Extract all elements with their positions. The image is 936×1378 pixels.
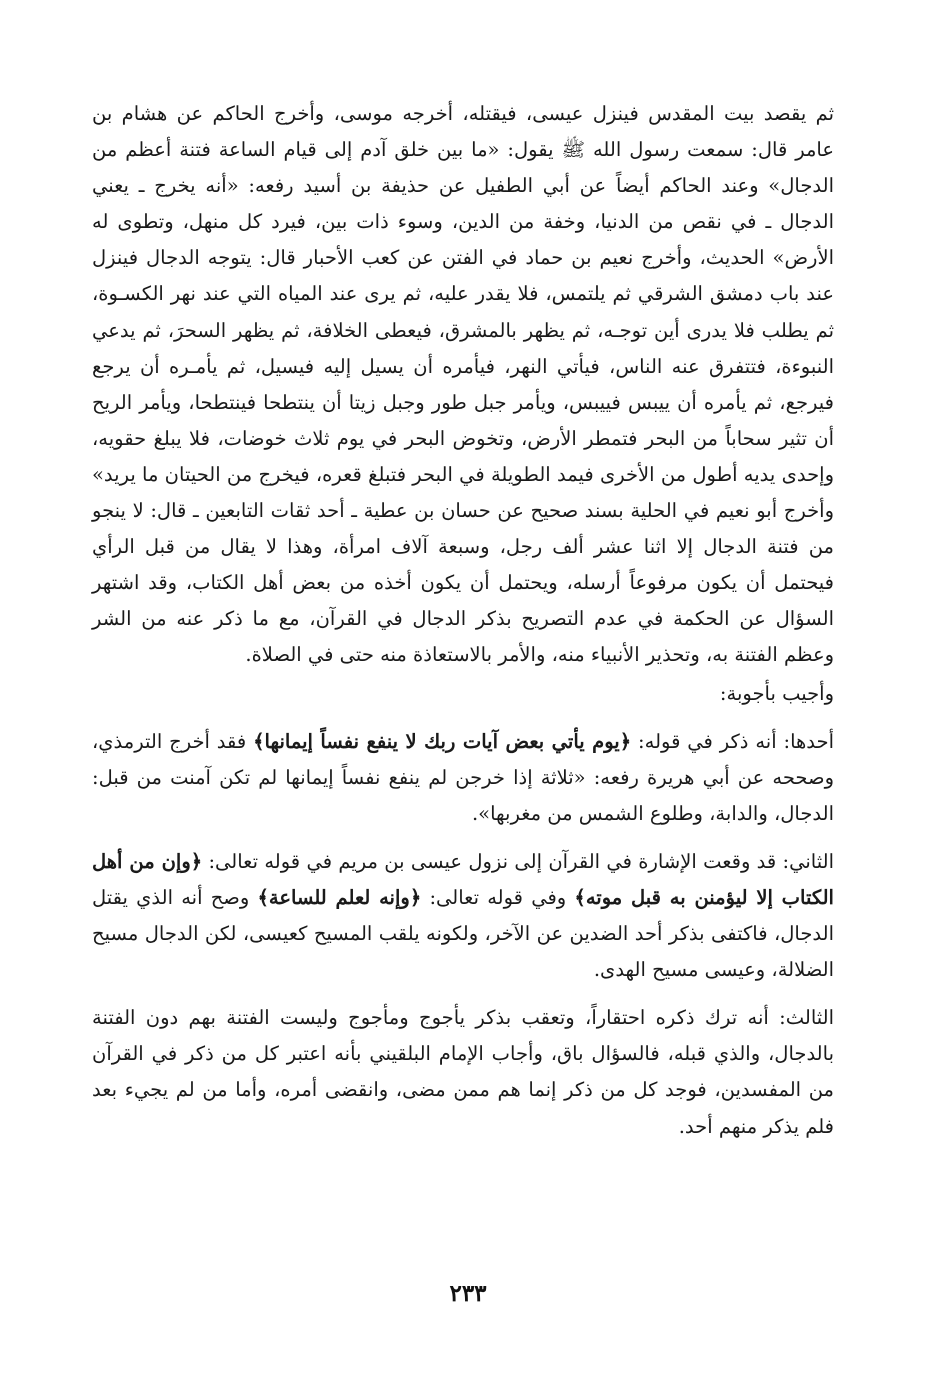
paragraph-answer-one: [92, 724, 862, 832]
paragraph-answers-intro: وأجيب بأجوبة:: [719, 681, 834, 705]
answer-two-text-middle: وفي قوله تعالى:: [421, 885, 575, 909]
quran-verse: ﴿يوم يأتي بعض آيات ربك لا ينفع نفساً إيمانها﴾: [253, 729, 632, 753]
answer-one-text-after: فقد أخرج الترمذي، وصححه عن أبي هريرة رفعه: «ثلاثة إذا خرجن لم ينفع نفساً إيمانها لم تكن آمنت من قبل: الدجال، والدابة، وطلوع الشمس من مغربها».: [92, 729, 834, 825]
quran-verse: ﴿وإنه لعلم للساعة﴾: [257, 885, 422, 909]
page-body: [92, 96, 862, 1157]
page-number: ٢٣٣: [449, 1280, 487, 1307]
paragraph-answer-three: الثالث: أنه ترك ذكره احتقاراً، وتعقب بذكر يأجوج ومأجوج وليست الفتنة بهم دون الفتنة بالدجال، والذي قبله، فالسؤال باق، وأجاب الإمام البلقيني بأنه اعتبر كل من ذكر في القرآن من المفسدين، فوجد كل من ذكر إنما هم ممن مضى، وانقضى أمره، وأما من لم يجيء بعد فلم يذكر منهم أحد.: [92, 1006, 834, 1138]
paragraph-dajjal-narrations: ثم يقصد بيت المقدس فينزل عيسى، فيقتله، أخرجه موسى، وأخرج الحاكم عن هشام بن عامر قال: سمعت رسول الله ﷺ يقول: «ما بين خلق آدم إلى قيام الساعة فتنة أعظم من الدجال» وعند الحاكم أيضاً عن أبي الطفيل عن حذيفة بن أسيد رفعه: «أنه يخرج ـ يعني الدجال ـ في نقص من الدنيا، وخفة من الدين، وسوء ذات بين، فيرد كل منهل، وتطوى له الأرض» الحديث، وأخرج نعيم بن حماد في الفتن عن كعب الأحبار قال: يتوجه الدجال فينزل عند باب دمشق الشرقي ثم يلتمس، فلا يقدر عليه، ثم يرى عند المياه التي عند نهر الكسـوة، ثم يطلب فلا يدرى أين توجـه، ثم يظهر بالمشرق، فيعطى الخلافة، ثم يظهر السحرَ، ثم يدعي النبوءة، فتتفرق عنه الناس، فيأتي النهر، فيأمره أن يسيل إليه فيسيل، ثم يأمـره أن يرجع فيرجع، ثم يأمره أن ييبس فييبس، ويأمر جبل طور وجبل زيتا أن ينتطحا فينتطحا، ويأمر الريح أن تثير سحاباً من البحر فتمطر الأرض، وتخوض البحر في يوم ثلاث خوضات، فلا يبلغ حقويه، وإحدى يديه أطول من الأخرى فيمد الطويلة في البحر فتبلغ قعره، فيخرج من الحيتان ما يريد» وأخرج أبو نعيم في الحلية بسند صحيح عن حسان بن عطية ـ أحد ثقات التابعين ـ قال: لا ينجو من فتنة الدجال إلا اثنا عشر ألف رجل، وسبعة آلاف امرأة، وهذا لا يقال من قبل الرأي فيحتمل أن يكون مرفوعاً أرسله، ويحتمل أن يكون أخذه من بعض أهل الكتاب، وقد اشتهر السؤال عن الحكمة في عدم التصريح بذكر الدجال في القرآن، مع ما ذكر عنه من الشر وعظم الفتنة به، وتحذير الأنبياء منه، والأمر بالاستعاذة منه حتى في الصلاة.: [92, 102, 835, 667]
answer-one-text-before: أحدها: أنه ذكر في قوله:: [631, 729, 835, 753]
quran-verse: ﴿وإن من أهل الكتاب إلا ليؤمنن به قبل موته﴾: [92, 849, 834, 909]
paragraph-answer-two: [92, 844, 862, 988]
answer-two-text-before: الثاني: قد وقعت الإشارة في القرآن إلى نزول عيسى بن مريم في قوله تعالى:: [202, 849, 834, 873]
answer-two-text-after: وصح أنه الذي يقتل الدجال، فاكتفى بذكر أحد الضدين عن الآخر، ولكونه يلقب المسيح كعيسى، لكن الدجال مسيح الضلالة، وعيسى مسيح الهدى.: [92, 885, 834, 982]
